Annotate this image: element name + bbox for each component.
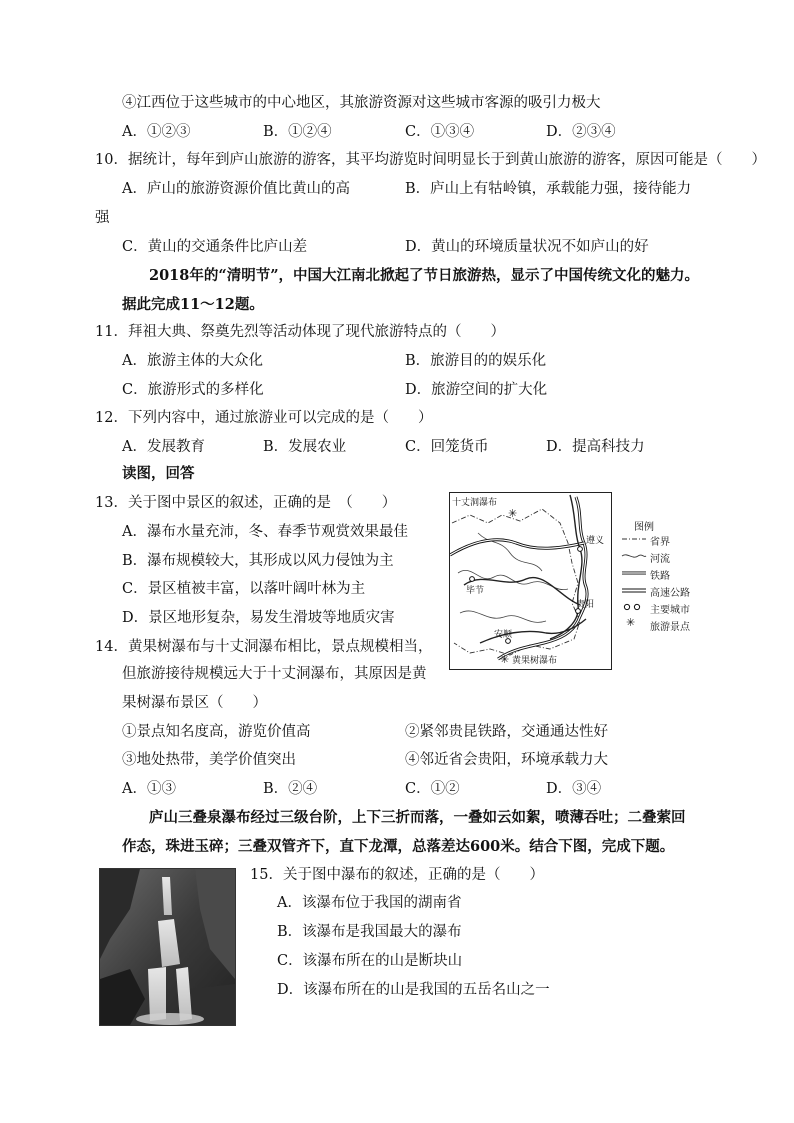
q12-choice-c: C．回笼货币 <box>405 439 489 455</box>
q10-option-b: B．庐山上有牯岭镇，承载能力强，接待能力 <box>405 181 692 197</box>
q9-choice-c: C．①③④ <box>405 124 475 140</box>
q14-choice-b: B．②④ <box>263 781 318 797</box>
q11-option-c: C．旅游形式的多样化 <box>122 382 264 398</box>
q14-option-2: ②紧邻贵昆铁路，交通通达性好 <box>405 724 608 740</box>
q11-option-b: B．旅游目的的娱乐化 <box>405 353 547 369</box>
city-marker-bijie <box>470 577 475 582</box>
q14-choice-d: D．③④ <box>546 781 602 797</box>
q10-option-a: A．庐山的旅游资源价值比黄山的高 <box>122 181 350 197</box>
legend-railway-symbol <box>620 569 648 577</box>
legend-city-symbol <box>620 602 648 612</box>
legend-boundary: 省界 <box>650 537 670 548</box>
q12-choice-d: D．提高科技力 <box>546 439 645 455</box>
legend-title: 图例 <box>634 522 654 533</box>
q10-option-b-continued: 强 <box>95 210 110 226</box>
label-guiyang: 贵阳 <box>576 600 595 610</box>
q15-option-a: A．该瀑布位于我国的湖南省 <box>277 895 462 911</box>
q14-stem-line-2: 但旅游接待规模远大于十丈洞瀑布，其原因是黄 <box>122 666 427 682</box>
q11-option-d: D．旅游空间的扩大化 <box>405 382 548 398</box>
scenic-marker-huangguoshu: ✳ <box>500 653 510 666</box>
legend-river: 河流 <box>650 554 670 565</box>
scenic-marker-shizhangdong: ✳ <box>508 507 518 520</box>
q12-choice-b: B．发展农业 <box>263 439 347 455</box>
map-legend <box>620 518 720 638</box>
q15-stem: 15．关于图中瀑布的叙述，正确的是（ ） <box>250 867 544 883</box>
intro-11-12-line-1: 2018年的“清明节”，中国大江南北掀起了节日旅游热，显示了中国传统文化的魅力。 <box>149 267 700 284</box>
q14-option-3: ③地处热带，美学价值突出 <box>122 752 296 768</box>
intro-13-14: 读图，回答 <box>122 465 195 482</box>
label-bijie: 毕节 <box>466 586 485 596</box>
q11-stem: 11．拜祖大典、祭奠先烈等活动体现了现代旅游特点的（ ） <box>95 324 505 340</box>
waterfall-photo <box>99 868 236 1026</box>
q9-choice-d: D．②③④ <box>546 124 616 140</box>
q14-choice-c: C．①② <box>405 781 460 797</box>
q15-option-b: B．该瀑布是我国最大的瀑布 <box>277 924 462 940</box>
label-shizhangdong: 十丈洞瀑布 <box>452 498 498 508</box>
expressway-1 <box>550 495 582 639</box>
q14-stem-line-3: 果树瀑布景区（ ） <box>122 695 267 711</box>
legend-scenic: 旅游景点 <box>650 622 690 633</box>
intro-15-line-1: 庐山三叠泉瀑布经过三级台阶，上下三折而落，一叠如云如絮，喷薄吞吐；二叠萦回 <box>149 809 686 826</box>
q14-option-1: ①景点知名度高，游览价值高 <box>122 724 311 740</box>
legend-scenic-symbol: ✳ <box>626 616 636 629</box>
label-zunyi: 遵义 <box>586 536 605 546</box>
legend-railway: 铁路 <box>650 571 670 582</box>
q14-stem-line-1: 14．黄果树瀑布与十丈洞瀑布相比，景点规模相当， <box>95 639 433 655</box>
q13-option-d: D．景区地形复杂，易发生滑坡等地质灾害 <box>122 610 395 626</box>
q15-option-d: D．该瀑布所在的山是我国的五岳名山之一 <box>277 982 550 998</box>
legend-boundary-symbol <box>620 535 648 543</box>
legend-expressway-symbol <box>620 586 648 594</box>
q13-option-c: C．景区植被丰富，以落叶阔叶林为主 <box>122 581 366 597</box>
legend-river-symbol <box>620 552 648 560</box>
q9-choice-a: A．①②③ <box>122 124 191 140</box>
q12-stem: 12．下列内容中，通过旅游业可以完成的是（ ） <box>95 410 433 426</box>
q13-option-a: A．瀑布水量充沛，冬、春季节观赏效果最佳 <box>122 524 408 540</box>
q9-choice-b: B．①②④ <box>263 124 332 140</box>
q9-option-4: ④江西位于这些城市的中心地区，其旅游资源对这些城市客源的吸引力极大 <box>122 95 601 111</box>
intro-15-line-2: 作态，珠进玉碎；三叠双管齐下，直下龙潭，总落差达600米。结合下图，完成下题。 <box>122 838 675 855</box>
waterfall-photo-drawing <box>100 869 235 1025</box>
q13-option-b: B．瀑布规模较大，其形成以风力侵蚀为主 <box>122 553 394 569</box>
legend-expressway: 高速公路 <box>650 588 690 599</box>
q14-choice-a: A．①③ <box>122 781 176 797</box>
intro-11-12-line-2: 据此完成11～12题。 <box>122 296 264 313</box>
legend-city: 主要城市 <box>650 605 690 616</box>
q10-option-c: C．黄山的交通条件比庐山差 <box>122 239 308 255</box>
city-marker-zunyi <box>578 547 583 552</box>
guizhou-scenic-map <box>449 492 612 670</box>
q15-option-c: C．该瀑布所在的山是断块山 <box>277 953 463 969</box>
q13-stem: 13．关于图中景区的叙述，正确的是 （ ） <box>95 495 397 511</box>
q12-choice-a: A．发展教育 <box>122 439 205 455</box>
q10-option-d: D．黄山的环境质量状况不如庐山的好 <box>405 239 649 255</box>
river-2 <box>478 533 542 571</box>
map-drawing <box>450 493 611 669</box>
label-huangguoshu: 黄果树瀑布 <box>512 656 558 666</box>
q11-option-a: A．旅游主体的大众化 <box>122 353 263 369</box>
q14-option-4: ④邻近省会贵阳，环境承载力大 <box>405 752 608 768</box>
q10-stem: 10．据统计，每年到庐山旅游的游客，其平均游览时间明显长于到黄山旅游的游客，原因可能是（ ） <box>95 152 766 168</box>
label-anshun: 安顺 <box>494 630 513 640</box>
river-3 <box>460 611 546 622</box>
